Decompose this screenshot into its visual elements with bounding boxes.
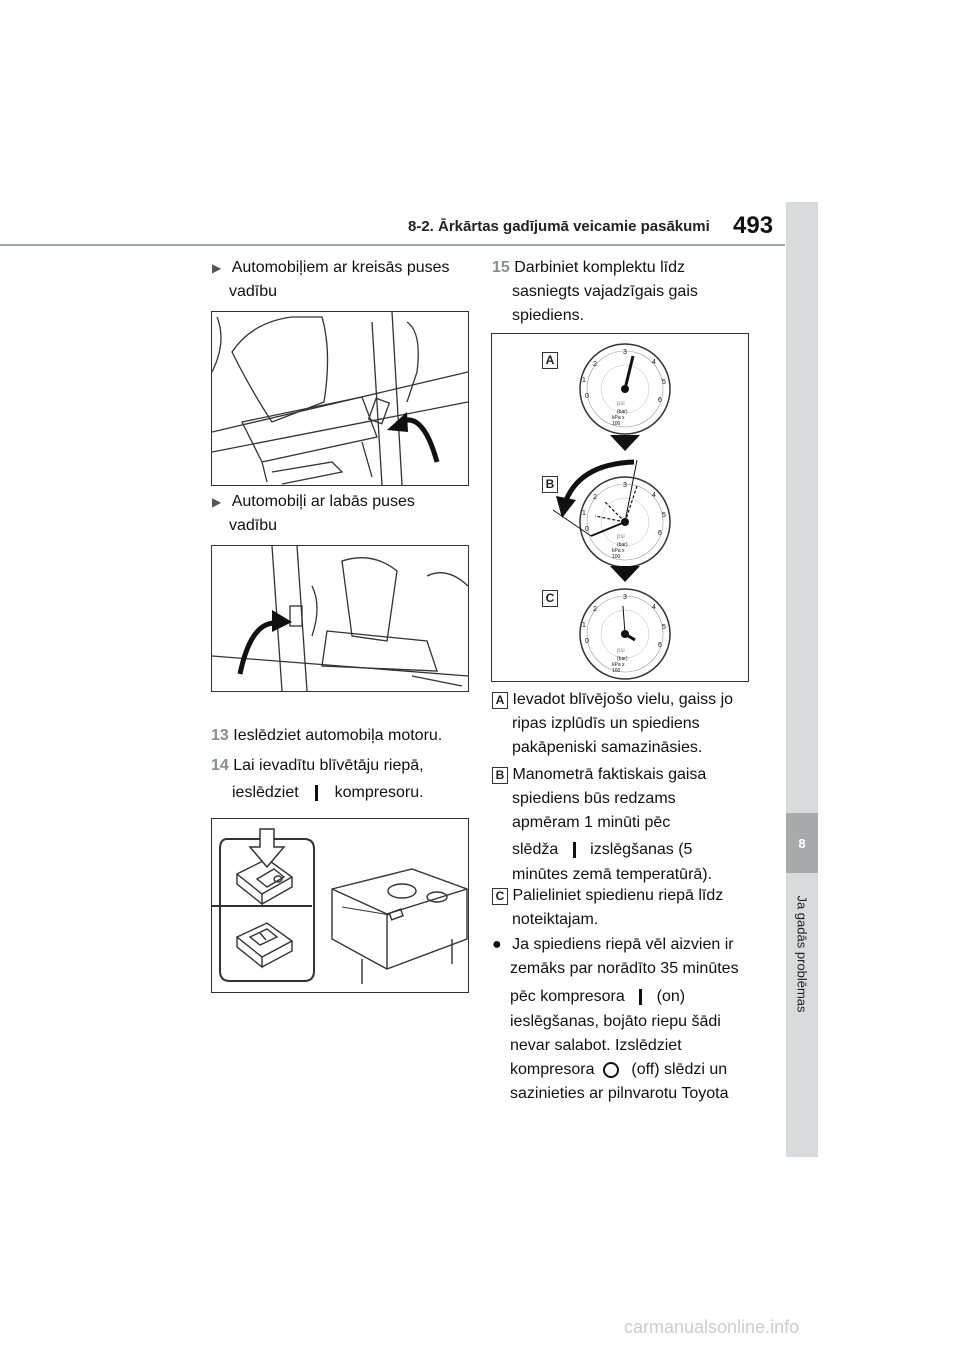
- step-15-line3: spiediens.: [512, 307, 585, 324]
- triangle-bullet-icon: ▶: [212, 261, 222, 275]
- chapter-number: 8: [786, 813, 818, 873]
- step-14-line2: ieslēdziet kompresoru.: [232, 784, 424, 801]
- label-c: C: [542, 590, 558, 607]
- note-line2: zemāks par norādīto 35 minūtes: [510, 960, 739, 977]
- explanation-b-line4: slēdža izslēgšanas (5: [512, 841, 693, 858]
- label-c-inline: C: [492, 888, 508, 905]
- pressure-gauge-illustration: A B C 0 1 2 3 4 5 6 psi (bar) kPa x 100 0 1 2 3 4 5 6 psi (bar) kPa x 100 0 1 2 3 4 5 6 psi (bar) kPa x 100: [491, 333, 749, 682]
- label-a: A: [542, 352, 558, 369]
- step-14-number: 14: [211, 757, 229, 774]
- label-a-inline: A: [492, 692, 508, 709]
- chapter-title: Ja gadās problēmas: [794, 895, 810, 1013]
- lhd-heading: ▶ Automobiļiem ar kreisās puses: [212, 259, 450, 276]
- page-number: 493: [733, 212, 774, 239]
- on-switch-bar-icon: [315, 785, 318, 801]
- lhd-seat-illustration: [211, 311, 469, 486]
- rhd-seat-illustration: [211, 545, 469, 692]
- chapter-title-vertical: [786, 884, 818, 1024]
- explanation-b-line5: minūtes zemā temperatūrā).: [512, 866, 713, 883]
- bullet-dot-icon: ●: [492, 936, 502, 953]
- on-switch-bar-icon: [639, 989, 642, 1005]
- watermark-text: carmanualsonline.info: [624, 1317, 800, 1337]
- label-b-inline: B: [492, 767, 508, 784]
- on-switch-bar-icon: [573, 842, 576, 858]
- step-13-number: 13: [211, 727, 229, 744]
- step-14-text-line1: Lai ievadītu blīvētāju riepā,: [233, 757, 424, 774]
- lhd-heading-line2: vadību: [229, 283, 278, 300]
- triangle-bullet-icon: ▶: [212, 495, 222, 509]
- step-13-text: Ieslēdziet automobiļa motoru.: [233, 727, 443, 744]
- explanation-b-line3: apmēram 1 minūti pēc: [512, 814, 671, 831]
- step-15: 15 Darbiniet komplektu līdz: [492, 259, 685, 276]
- explanation-b: B Manometrā faktiskais gaisa: [492, 763, 706, 787]
- compressor-switch-illustration: [211, 818, 469, 993]
- note-line7: sazinieties ar pilnvarotu Toyota: [510, 1085, 729, 1102]
- explanation-a: A Ievadot blīvējošo vielu, gaiss jo: [492, 688, 733, 712]
- note-line4: ieslēgšanas, bojāto riepu šādi: [510, 1013, 721, 1030]
- rhd-heading: ▶ Automobiļi ar labās puses: [212, 493, 415, 510]
- step-13: [211, 724, 442, 748]
- step-14: [211, 754, 424, 778]
- section-title: 8-2. Ārkārtas gadījumā veicamie pasākumi: [408, 218, 710, 235]
- explanation-a-line2: ripas izplūdīs un spiediens: [512, 715, 700, 732]
- step-15-number: 15: [492, 259, 510, 276]
- label-b: B: [542, 476, 558, 493]
- explanation-c: C Palieliniet spiedienu riepā līdz: [492, 884, 723, 908]
- note-bullet: ● Ja spiediens riepā vēl aizvien ir: [492, 936, 734, 953]
- explanation-b-line2: spiediens būs redzams: [512, 790, 676, 807]
- note-line5: nevar salabot. Izslēdziet: [510, 1037, 682, 1054]
- rhd-heading-line2: vadību: [229, 517, 278, 534]
- explanation-a-line3: pakāpeniski samazināsies.: [512, 739, 703, 756]
- header-divider: [0, 244, 785, 246]
- note-line3: pēc kompresora (on): [510, 988, 686, 1005]
- explanation-c-line2: noteiktajam.: [512, 911, 599, 928]
- note-line6: kompresora (off) slēdzi un: [510, 1061, 728, 1078]
- step-15-line2: sasniegts vajadzīgais gais: [512, 283, 698, 300]
- off-switch-ring-icon: [603, 1062, 619, 1078]
